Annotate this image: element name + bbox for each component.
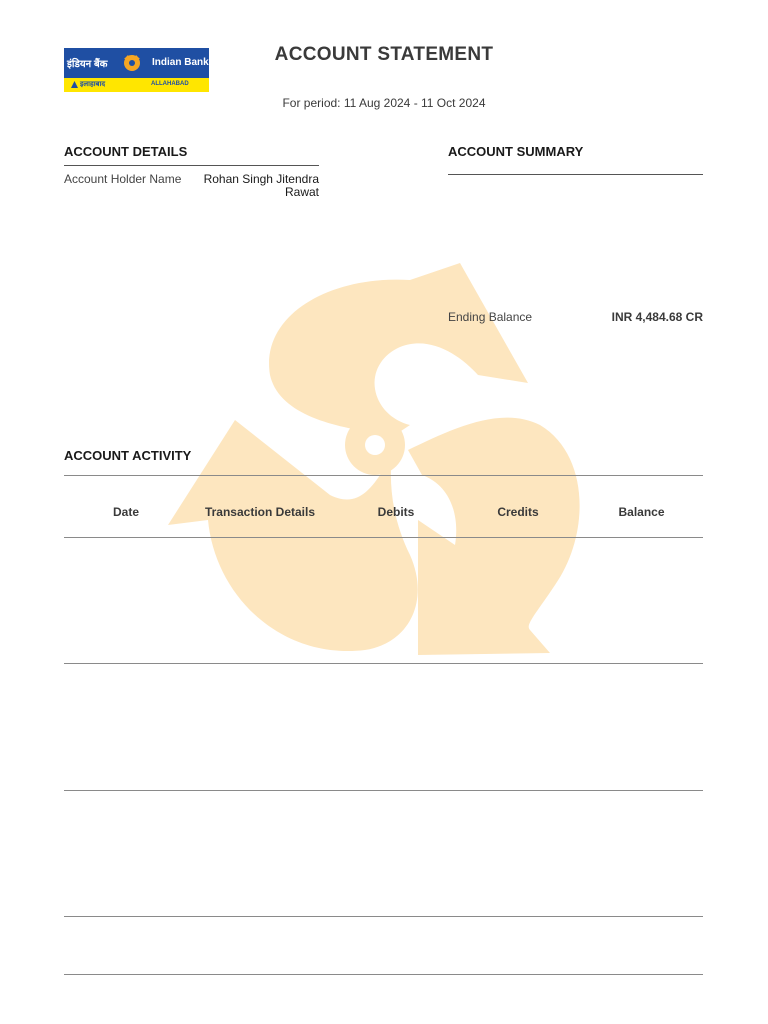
column-header-balance: Balance [618, 505, 665, 519]
account-holder-name-line1: Rohan Singh Jitendra [203, 172, 319, 186]
ending-balance-label: Ending Balance [448, 310, 533, 324]
column-header-transaction-details: Transaction Details [204, 505, 316, 519]
account-details-title: ACCOUNT DETAILS [64, 144, 188, 159]
column-header-debits: Debits [377, 505, 415, 519]
activity-table-header-rule [64, 537, 703, 538]
statement-period [0, 96, 768, 110]
account-holder-name-line2: Rawat [284, 185, 319, 199]
logo-hindi-sub: इलाहाबाद [80, 81, 106, 88]
period-value: 11 Aug 2024 - 11 Oct 2024 [343, 96, 486, 110]
column-header-credits: Credits [497, 505, 539, 519]
activity-table-top-rule [64, 475, 703, 476]
activity-table-row-rule [64, 790, 703, 791]
allahabad-mark-icon [71, 81, 78, 88]
activity-table-row-rule [64, 663, 703, 664]
period-label: For period: [282, 96, 341, 110]
logo-english-sub: ALLAHABAD [151, 81, 189, 87]
account-holder-label: Account Holder Name [64, 172, 182, 186]
activity-table-bottom-rule [64, 974, 703, 975]
account-summary-divider [448, 174, 703, 175]
indian-bank-watermark-icon [160, 255, 600, 665]
activity-table-row-rule [64, 916, 703, 917]
logo-english-name: Indian Bank [152, 57, 209, 68]
ending-balance-value: INR 4,484.68 CR [611, 310, 703, 324]
account-details-divider [64, 165, 319, 166]
column-header-date: Date [112, 505, 139, 519]
logo-hindi-name: इंडियन बैंक [67, 59, 108, 70]
page-title: ACCOUNT STATEMENT [274, 44, 494, 65]
account-activity-title: ACCOUNT ACTIVITY [64, 448, 192, 463]
account-summary-title: ACCOUNT SUMMARY [448, 144, 584, 159]
